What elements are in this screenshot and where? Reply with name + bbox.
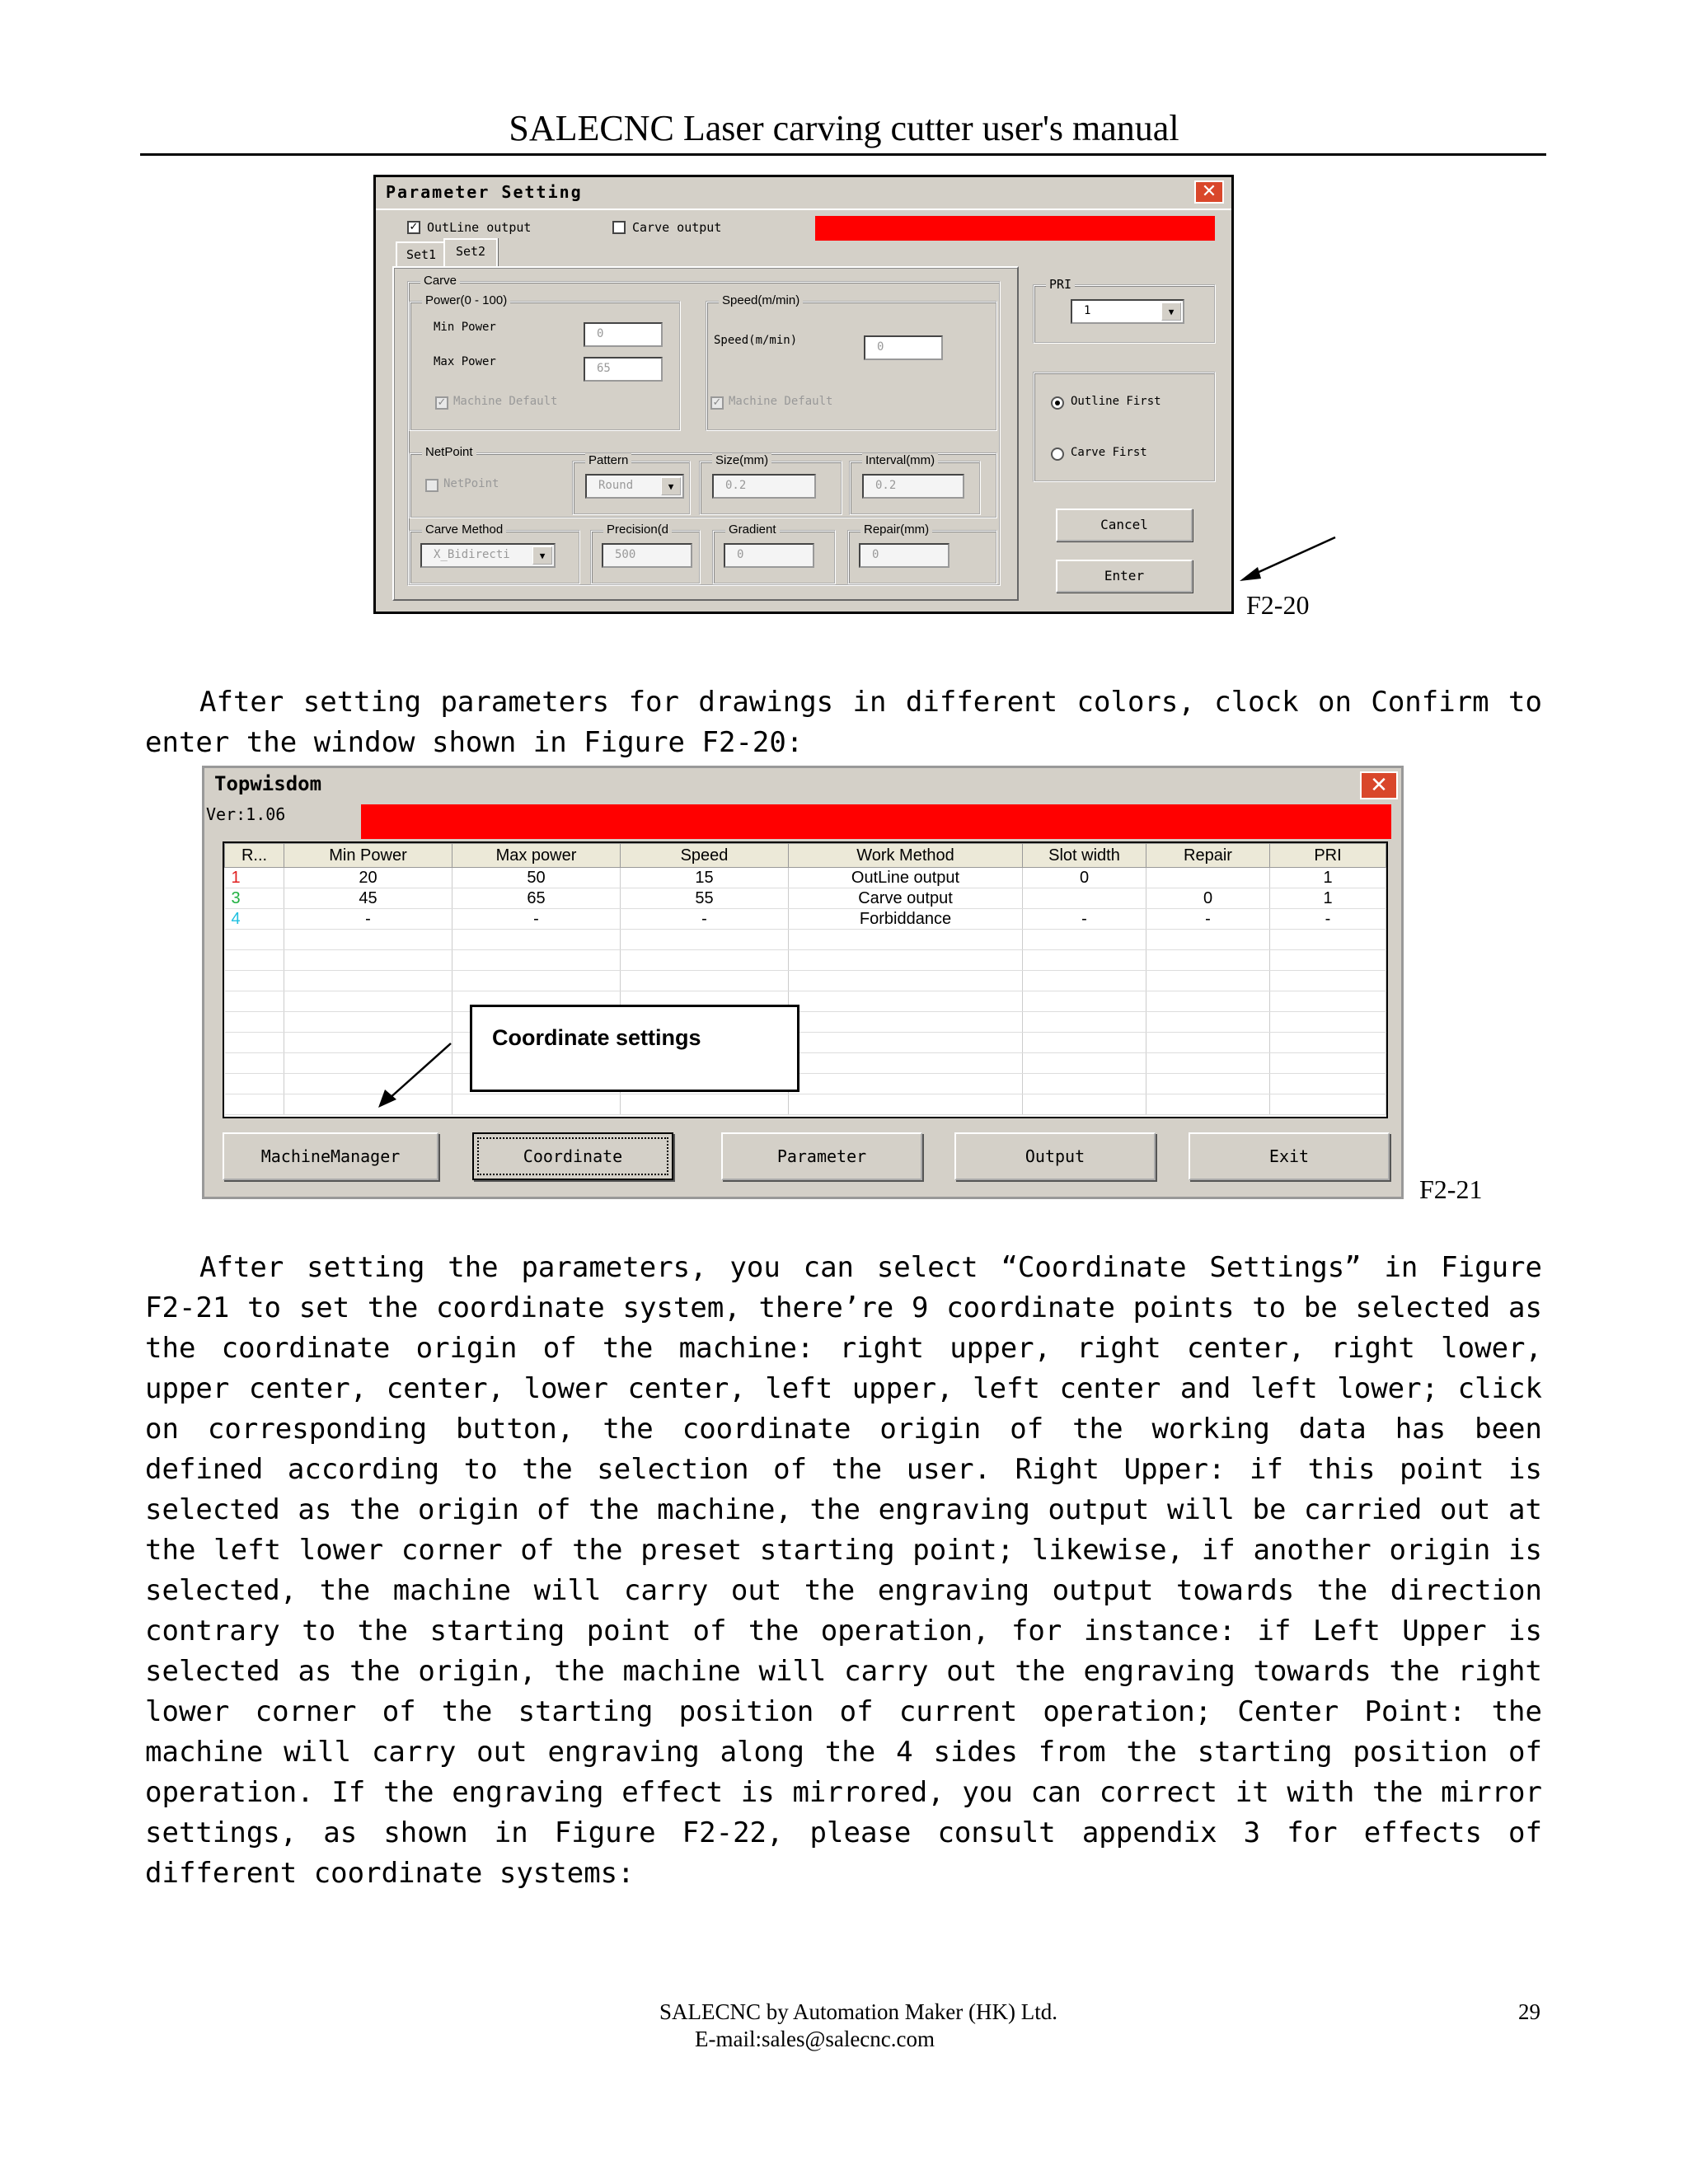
output-button[interactable]: Output	[954, 1132, 1156, 1180]
table-cell: 50	[452, 868, 621, 888]
speed-group	[706, 293, 997, 431]
gradient-group	[712, 523, 836, 584]
topwisdom-window	[202, 766, 1404, 1199]
table-row-empty	[225, 971, 1386, 991]
figure-label-f2-20: F2-20	[1246, 590, 1310, 620]
table-cell	[225, 1094, 284, 1115]
figure-label-f2-21: F2-21	[1419, 1174, 1483, 1204]
table-cell: -	[452, 909, 621, 930]
footer-company: SALECNC by Automation Maker (HK) Ltd.	[659, 1999, 1057, 2024]
netpoint-group-label: NetPoint	[422, 445, 476, 459]
table-cell	[1270, 950, 1386, 971]
carve-group	[407, 274, 1001, 586]
table-cell: OutLine output	[789, 868, 1023, 888]
parameter-setting-dialog	[373, 175, 1234, 614]
gradient-input[interactable]: 0	[724, 543, 814, 568]
column-header[interactable]: Repair	[1146, 844, 1270, 868]
table-cell: Carve output	[789, 888, 1023, 909]
close-icon[interactable]: ✕	[1360, 771, 1398, 799]
table-cell	[452, 1094, 621, 1115]
coordinate-callout	[470, 1005, 799, 1092]
table-cell: 15	[621, 868, 789, 888]
max-power-input[interactable]: 65	[584, 357, 663, 382]
table-row[interactable]	[225, 909, 1386, 930]
netpoint-checkbox[interactable]	[425, 479, 438, 492]
tab-set2[interactable]: Set2	[443, 238, 498, 268]
table-cell	[789, 1033, 1023, 1053]
speed-group-label: Speed(m/min)	[719, 293, 803, 307]
chevron-down-icon[interactable]: ▼	[532, 546, 552, 565]
table-cell	[225, 950, 284, 971]
gradient-group-label: Gradient	[725, 523, 780, 537]
table-cell	[789, 1074, 1023, 1094]
tab-set1[interactable]: Set1	[396, 241, 447, 268]
pri-group-label: PRI	[1046, 277, 1075, 292]
speed-input[interactable]: 0	[864, 335, 943, 360]
table-cell	[789, 950, 1023, 971]
table-cell	[621, 1094, 789, 1115]
table-cell	[1023, 1012, 1146, 1033]
table-cell	[1023, 1033, 1146, 1053]
min-power-input[interactable]: 0	[584, 322, 663, 347]
table-cell: 55	[621, 888, 789, 909]
table-cell	[1023, 971, 1146, 991]
pattern-select[interactable]	[585, 474, 684, 499]
chevron-down-icon[interactable]: ▼	[1161, 302, 1181, 321]
table-cell	[225, 1033, 284, 1053]
table-cell	[225, 1012, 284, 1033]
outline-first-radio[interactable]	[1051, 396, 1064, 410]
table-cell: 0	[1023, 868, 1146, 888]
repair-group-label: Repair(mm)	[860, 523, 932, 537]
table-cell	[1023, 1053, 1146, 1074]
layer-index-cell: 3	[225, 888, 284, 909]
speed-label: Speed(m/min)	[714, 334, 798, 347]
color-swatch	[815, 216, 1215, 241]
carve-output-checkbox[interactable]	[612, 221, 626, 234]
table-cell	[1023, 991, 1146, 1012]
table-header-row	[225, 844, 1386, 868]
column-header[interactable]: PRI	[1270, 844, 1386, 868]
table-cell	[1146, 1074, 1270, 1094]
speed-machine-default-checkbox[interactable]: ✓	[710, 396, 724, 410]
table-cell: -	[621, 909, 789, 930]
table-cell: 20	[284, 868, 452, 888]
table-cell	[284, 971, 452, 991]
size-group	[699, 453, 842, 515]
table-cell	[1270, 1012, 1386, 1033]
table-row-empty	[225, 950, 1386, 971]
carve-method-select[interactable]	[420, 543, 556, 568]
dialog-title: Parameter Setting	[386, 182, 583, 202]
order-group	[1033, 372, 1216, 482]
table-cell	[225, 1074, 284, 1094]
outline-output-checkbox[interactable]: ✓	[407, 221, 420, 234]
interval-group-label: Interval(mm)	[862, 453, 938, 467]
column-header[interactable]: Slot width	[1023, 844, 1146, 868]
table-row-empty	[225, 1012, 1386, 1033]
table-cell	[1146, 1094, 1270, 1115]
power-machine-default-label: Machine Default	[453, 395, 558, 408]
table-cell: Forbiddance	[789, 909, 1023, 930]
table-row-empty	[225, 930, 1386, 950]
table-cell: -	[1270, 909, 1386, 930]
table-cell	[1270, 1033, 1386, 1053]
power-group-label: Power(0 - 100)	[422, 293, 510, 307]
pattern-value: Round	[598, 479, 634, 492]
table-cell	[1270, 991, 1386, 1012]
speed-machine-default-label: Machine Default	[729, 395, 833, 408]
table-cell	[621, 930, 789, 950]
pointer-arrow-icon	[375, 1040, 457, 1109]
table-cell: 1	[1270, 888, 1386, 909]
table-cell	[1270, 930, 1386, 950]
size-input[interactable]: 0.2	[712, 474, 816, 499]
carve-output-label: Carve output	[632, 220, 722, 235]
pri-select[interactable]	[1071, 299, 1184, 324]
version-label: Ver:1.06	[206, 804, 286, 824]
table-cell	[284, 950, 452, 971]
table-cell	[284, 930, 452, 950]
paragraph-1: After setting parameters for drawings in different colors, clock on Confirm to enter the window shown in Figure F2-20:	[145, 686, 1542, 759]
carve-method-group	[409, 523, 580, 584]
page-number: 29	[1518, 1999, 1540, 2024]
table-cell	[1023, 1094, 1146, 1115]
table-cell	[225, 930, 284, 950]
pointer-arrow-icon	[1236, 527, 1343, 593]
interval-input[interactable]: 0.2	[862, 474, 964, 499]
table-cell	[789, 1053, 1023, 1074]
page-title: SALECNC Laser carving cutter user's manual	[509, 108, 1179, 148]
pattern-group	[572, 453, 691, 515]
outline-output-label: OutLine output	[427, 220, 532, 235]
table-cell: -	[284, 909, 452, 930]
table-cell	[1146, 868, 1270, 888]
machine-manager-button[interactable]: MachineManager	[223, 1132, 438, 1180]
table-cell	[621, 950, 789, 971]
table-cell	[789, 1094, 1023, 1115]
netpoint-group	[409, 445, 997, 518]
table-cell	[1270, 1094, 1386, 1115]
chevron-down-icon[interactable]: ▼	[661, 477, 681, 495]
table-cell	[789, 991, 1023, 1012]
table-cell	[225, 971, 284, 991]
outline-first-label: Outline First	[1071, 395, 1161, 408]
table-cell	[1270, 971, 1386, 991]
table-cell: 1	[1270, 868, 1386, 888]
callout-text: Coordinate settings	[492, 1025, 701, 1050]
column-header[interactable]: Max power	[452, 844, 621, 868]
dialog-titlebar	[376, 177, 1231, 210]
table-cell	[1270, 1053, 1386, 1074]
table-cell	[1146, 930, 1270, 950]
carve-first-label: Carve First	[1071, 446, 1147, 459]
table-cell	[225, 991, 284, 1012]
table-cell	[1270, 1074, 1386, 1094]
layer-index-cell: 1	[225, 868, 284, 888]
table-cell	[789, 930, 1023, 950]
netpoint-label: NetPoint	[443, 477, 499, 490]
table-cell	[1146, 1012, 1270, 1033]
paragraph-2: After setting the parameters, you can select “Coordinate Settings” in Figure F2-21 to set the coordinate system, there’re 9 coordinate points to be selected as the coordinate origin of the machine: right upper, right center, right lower, upper center, center, lower center, left upper, left center and left lower; click on corresponding button, the coordinate origin of the working data has been defined according to the selection of the user. Right Upper: if this point is selected as the origin of the machine, the engraving output will be carried out at the left lower corner of the preset starting point; likewise, if another origin is selected, the machine will carry out the engraving output towards the direction contrary to the starting point of the operation, for instance: if Left Upper is selected as the origin, the machine will carry out the engraving towards the right lower corner of the starting position of current operation; Center Point: the machine will carry out engraving along the 4 sides from the starting position of operation. If the engraving effect is mirrored, you can correct it with the mirror settings, as shown in Figure F2-22, please consult appendix 3 for effects of different coordinate systems:	[145, 1251, 1542, 1890]
column-header[interactable]: Speed	[621, 844, 789, 868]
table-row[interactable]	[225, 888, 1386, 909]
table-cell: 65	[452, 888, 621, 909]
table-cell	[225, 1053, 284, 1074]
table-cell	[1146, 1053, 1270, 1074]
header-rule	[140, 153, 1546, 156]
table-cell	[284, 1012, 452, 1033]
power-machine-default-checkbox[interactable]: ✓	[435, 396, 448, 410]
footer-email: E-mail:sales@salecnc.com	[695, 2027, 935, 2051]
close-icon[interactable]: ✕	[1194, 180, 1224, 204]
table-cell	[1146, 971, 1270, 991]
min-power-label: Min Power	[434, 321, 496, 334]
tab-strip	[396, 241, 511, 268]
table-cell: 0	[1146, 888, 1270, 909]
column-header[interactable]: R...	[225, 844, 284, 868]
pri-group	[1033, 277, 1216, 344]
table-row[interactable]	[225, 868, 1386, 888]
table-cell	[1023, 930, 1146, 950]
parameter-button[interactable]: Parameter	[721, 1132, 922, 1180]
carve-first-radio[interactable]	[1051, 448, 1064, 461]
table-cell: 45	[284, 888, 452, 909]
column-header[interactable]: Min Power	[284, 844, 452, 868]
table-cell	[789, 1012, 1023, 1033]
column-header[interactable]: Work Method	[789, 844, 1023, 868]
precision-group-label: Precision(d	[603, 523, 672, 537]
table-cell: -	[1146, 909, 1270, 930]
table-cell	[1146, 950, 1270, 971]
table-cell	[1023, 1074, 1146, 1094]
table-row-empty	[225, 991, 1386, 1012]
table-cell	[1023, 950, 1146, 971]
repair-input[interactable]: 0	[859, 543, 950, 568]
table-cell	[452, 971, 621, 991]
enter-button[interactable]: Enter	[1056, 560, 1193, 593]
table-cell	[452, 930, 621, 950]
coordinate-button[interactable]: Coordinate	[472, 1132, 673, 1180]
max-power-label: Max Power	[434, 355, 496, 368]
table-cell	[284, 991, 452, 1012]
status-bar	[361, 804, 1391, 839]
carve-method-group-label: Carve Method	[422, 523, 506, 537]
carve-group-label: Carve	[420, 274, 460, 288]
carve-method-value: X_Bidirecti	[434, 548, 510, 561]
tab-pane	[392, 266, 1019, 601]
size-group-label: Size(mm)	[712, 453, 771, 467]
table-cell	[621, 971, 789, 991]
table-cell	[1023, 888, 1146, 909]
table-cell	[1146, 991, 1270, 1012]
repair-group	[847, 523, 997, 584]
pri-value: 1	[1084, 304, 1091, 317]
precision-input[interactable]: 500	[602, 543, 692, 568]
power-group	[409, 293, 681, 431]
interval-group	[849, 453, 981, 515]
table-cell	[1146, 1033, 1270, 1053]
precision-group	[590, 523, 701, 584]
layer-index-cell: 4	[225, 909, 284, 930]
table-cell: -	[1023, 909, 1146, 930]
table-cell	[452, 950, 621, 971]
cancel-button[interactable]: Cancel	[1056, 509, 1193, 541]
pattern-group-label: Pattern	[585, 453, 631, 467]
exit-button[interactable]: Exit	[1189, 1132, 1390, 1180]
window-title: Topwisdom	[214, 772, 322, 795]
table-cell	[789, 971, 1023, 991]
